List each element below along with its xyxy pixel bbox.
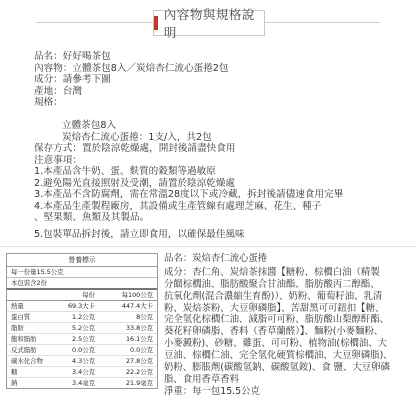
info-line-spec: 規格： xyxy=(34,97,63,108)
row-per-serving: 0.0公克 xyxy=(72,346,95,354)
col-per-100g: 每100公克 xyxy=(121,291,153,299)
row-per-serving: 5.2公克 xyxy=(72,324,95,332)
table-row xyxy=(7,378,157,388)
ingredients-line: 分餾棕櫚油、脂肪酸聚合甘油酯、脂肪酸丙二醇酯、 xyxy=(164,278,380,290)
ingredients-line: 成分：杏仁角、炭焙茶抹醬【糖粉、棕櫚白油（精製 xyxy=(164,266,380,278)
row-per-serving: 69.3大卡 xyxy=(67,302,95,310)
row-per-100g: 447.4大卡 xyxy=(121,302,153,310)
row-per-100g: 33.8公克 xyxy=(125,324,153,332)
row-name: 飽和脂肪 xyxy=(11,335,37,343)
note-2: 2.避免陽光直接照射及受潮，請置於陰涼乾燥處 xyxy=(34,177,236,189)
row-name: 反式脂肪 xyxy=(11,346,37,354)
ingredients-line: 脂、食用香草香料 xyxy=(164,373,240,385)
table-row xyxy=(7,301,157,312)
row-name: 熱量 xyxy=(11,302,24,310)
nutrition-servings-per-pack: 本包裝含2份 xyxy=(7,278,157,290)
note-3: 3.本產品不含防腐劑，需在常溫28度以下或冷藏，拆封後請儘速食用完畢 xyxy=(34,189,344,200)
title-box xyxy=(153,7,265,40)
row-per-serving: 1.2公克 xyxy=(72,313,95,321)
nutrition-table xyxy=(6,253,158,389)
nutrition-column-headers xyxy=(7,290,157,301)
row-name: 鈉 xyxy=(11,379,18,387)
row-per-serving: 2.5公克 xyxy=(72,335,95,343)
row-per-100g: 16.1公克 xyxy=(125,335,153,343)
title-accent-bar xyxy=(154,16,158,30)
note-4: 4.本產品生產製程廠房，其設備或生產管線有處理芝麻、花生、種子 xyxy=(34,200,322,212)
ingredients-block xyxy=(164,253,410,398)
row-per-100g: 8公克 xyxy=(136,313,153,321)
row-per-100g: 27.8公克 xyxy=(125,357,153,365)
title-banner xyxy=(0,7,416,40)
info-line-ingredients: 成分：請參考下圖 xyxy=(34,74,111,85)
col-per-serving: 每份 xyxy=(82,291,95,299)
row-name: 碳水化合物 xyxy=(11,357,43,365)
spec-line-tea: 立體茶包8入 xyxy=(62,120,117,131)
note-4-cont: 、堅果類、魚類及其製品。 xyxy=(34,212,150,223)
storage-line xyxy=(34,143,404,155)
page-title: 內容物與規格說明 xyxy=(163,7,255,40)
storage-text: 置於陰涼乾燥處，開封後請盡快食用 xyxy=(81,143,236,154)
row-per-serving: 4.3公克 xyxy=(72,357,95,365)
ingredients-line: 小麥澱粉)、砂糖、雞蛋、可可粉、植物油(棕櫚油、大 xyxy=(164,338,387,350)
product-info xyxy=(34,51,404,240)
table-row xyxy=(7,323,157,334)
spec-line-rolls: 炭焙杏仁流心蛋捲：1支/入，共2包 xyxy=(62,131,212,143)
ingredients-line: 豆油、棕櫚仁油、完全氫化硬質棕櫚油、大豆卵磷脂)、 xyxy=(164,350,393,362)
row-per-100g: 21.9毫克 xyxy=(125,379,153,387)
row-per-100g: 0.0公克 xyxy=(130,346,153,354)
nutrition-serving: 每一份量15.5公克 xyxy=(7,267,157,278)
ingredients-line: 品名：炭焙杏仁流心蛋捲 xyxy=(164,253,268,264)
table-row xyxy=(7,356,157,367)
row-per-serving: 3.4公克 xyxy=(72,368,95,376)
table-row xyxy=(7,334,157,345)
row-name: 脂肪 xyxy=(11,324,24,332)
note-5: 5.包裝單品拆封後，請立即食用，以確保最佳風味 xyxy=(34,228,245,240)
notes-heading: 注意事項： xyxy=(34,154,82,166)
info-line-contents: 內容物：立體茶包8入／炭焙杏仁流心蛋捲2包 xyxy=(34,62,229,74)
note-1: 1.本產品含牛奶、蛋、麩質的穀類等過敏原 xyxy=(34,166,216,177)
storage-label: 保存方式： xyxy=(34,143,82,154)
row-per-100g: 22.2公克 xyxy=(125,368,153,376)
net-weight: 淨重：每一包15.5公克 xyxy=(164,385,260,397)
info-line-name: 品名：好好喝茶包 xyxy=(34,51,111,62)
info-line-origin: 產地：台灣 xyxy=(34,85,82,97)
section-divider xyxy=(0,246,416,247)
row-name: 蛋白質 xyxy=(11,313,31,321)
row-per-serving: 3.4毫克 xyxy=(72,379,95,387)
row-name: 糖 xyxy=(11,368,18,376)
ingredients-line: 葵花籽卵磷脂、香料（香草蘭醛）】、麵粉(小麥麵粉、 xyxy=(164,326,384,338)
ingredients-line: 粉、炭焙茶粉、大豆卵磷脂】、苦甜黑可可鈕扣【糖、 xyxy=(164,302,385,314)
nutrition-header: 營養標示 xyxy=(7,254,157,267)
table-row xyxy=(7,312,157,323)
ingredients-line: 完全氫化棕櫚仁油、減脂可可粉、脂肪酸山梨醇酐酯、 xyxy=(164,314,390,326)
ingredients-line: 抗氧化劑(混合濃縮生育酚)）、奶粉、葡萄籽油、乳清 xyxy=(164,290,383,302)
table-row xyxy=(7,345,157,356)
table-row xyxy=(7,367,157,378)
ingredients-line: 奶粉、膨脹劑(碳酸氫鈉、碳酸氫銨)、食 鹽、大豆卵磷 xyxy=(164,362,390,374)
